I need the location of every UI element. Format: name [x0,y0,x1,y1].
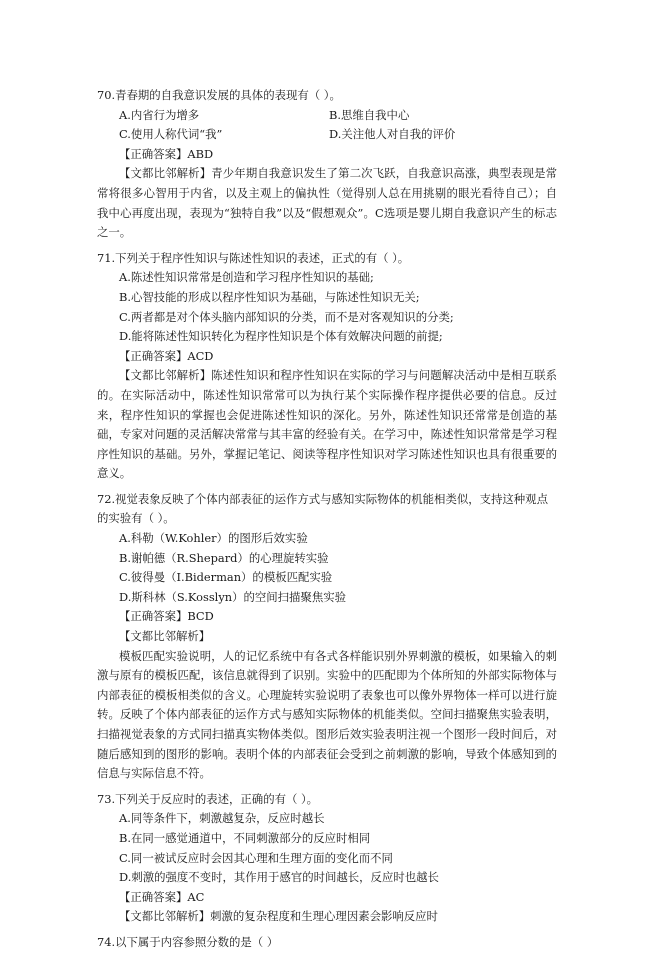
option-a: A.内省行为增多 [119,107,200,122]
option-b: B.在同一感觉通道中，不同刺激部分的反应时相同 [119,830,371,845]
answer-analysis: 【文都比邻解析】陈述性知识和程序性知识在实际的学习与问题解决活动中是相互联系的。在实际活动中，陈述性知识常常可以为执行某个实际操作程序提供必要的信息。反过来，程序性知识的掌握也会促进陈述性知识的深化。另外，陈述性知识还常常是创造的基础，专家对问题的灵活解决常常与其丰富的经验有关。在学习中，陈述性知识常常是学习程序性知识的基础。另外，掌握记笔记、阅读等程序性知识对学习陈述性知识也具有很重要的意义。 [97,368,557,481]
answer-analysis: 【文都比邻解析】青少年期自我意识发生了第二次飞跃，自我意识高涨，典型表现是常常将很多心智用于内省，以及主观上的偏执性（觉得别人总在用挑剔的眼光看待自己）；自我中心再度出现，表现为“独特自我”以及“假想观众”。C选项是婴儿期自我意识产生的标志之一。 [97,166,557,240]
option-d: D.能将陈述性知识转化为程序性知识是个体有效解决问题的前提; [119,329,443,344]
options-list [97,809,557,887]
option-b: B.思维自我中心 [329,107,410,122]
options-list [97,268,557,346]
option-c: C.彼得曼（I.Biderman）的模板匹配实验 [119,570,333,585]
option-a: A.同等条件下，刺激越复杂，反应时越长 [119,811,325,826]
question-72 [97,490,557,784]
options-list [97,106,557,145]
question-73 [97,790,557,927]
correct-answer: 【正确答案】BCD [119,609,214,624]
options-list [97,529,557,607]
correct-answer: 【正确答案】ABD [119,146,214,161]
option-c: C.使用人称代词“我” [119,127,223,142]
question-74 [97,933,557,953]
correct-answer: 【正确答案】AC [119,889,205,904]
option-c: C.同一被试反应时会因其心理和生理方面的变化而不同 [119,850,393,865]
option-d: D.关注他人对自我的评价 [329,127,456,142]
answer-analysis: 模板匹配实验说明，人的记忆系统中有各式各样能识别外界刺激的模板，如果输入的刺激与原有的模板匹配，该信息就得到了识别。实验中的匹配即为个体所知的外部实际物体与内部表征的模板相类似的含义。心理旋转实验说明了表象也可以像外界物体一样可以进行旋转。反映了个体内部表征的运作方式与感知实际物体的机能类似。空间扫描聚焦实验表明，扫描视觉表象的方式同扫描真实物体类似。图形后效实验表明注视一个图形一段时间后，对随后感知到的图形的影响。表明个体的内部表征会受到之前刺激的影响，导致个体感知到的信息与实际信息不符。 [97,648,557,781]
question-stem: 71.下列关于程序性知识与陈述性知识的表述，正式的有（ ）。 [97,250,410,265]
question-71 [97,249,557,484]
option-a: A.陈述性知识常常是创造和学习程序性知识的基础; [119,270,374,285]
analysis-label: 【文都比邻解析】 [119,629,211,644]
question-stem: 72.视觉表象反映了个体内部表征的运作方式与感知实际物体的机能相类似，支持这种观点的实验有（ ）。 [97,491,548,526]
option-d: D.刺激的强度不变时，其作用于感官的时间越长，反应时也越长 [119,870,439,885]
correct-answer: 【正确答案】ACD [119,348,214,363]
question-stem: 70.青春期的自我意识发展的具体的表现有（ ）。 [97,88,341,102]
option-d: D.斯科林（S.Kosslyn）的空间扫描聚焦实验 [119,589,347,604]
question-stem: 73.下列关于反应时的表述，正确的有（ ）。 [97,791,319,806]
question-stem: 74.以下属于内容参照分数的是（ ） [97,934,279,949]
document-content [97,86,557,953]
option-c: C.两者都是对个体头脑内部知识的分类，而不是对客观知识的分类; [119,309,454,324]
option-b: B.心智技能的形成以程序性知识为基础，与陈述性知识无关; [119,289,420,304]
option-a: A.科勒（W.Kohler）的图形后效实验 [119,531,308,546]
answer-analysis: 【文都比邻解析】刺激的复杂程度和生理心理因素会影响反应时 [119,909,438,924]
question-70 [97,86,557,243]
option-b: B.谢帕德（R.Shepard）的心理旋转实验 [119,550,329,565]
